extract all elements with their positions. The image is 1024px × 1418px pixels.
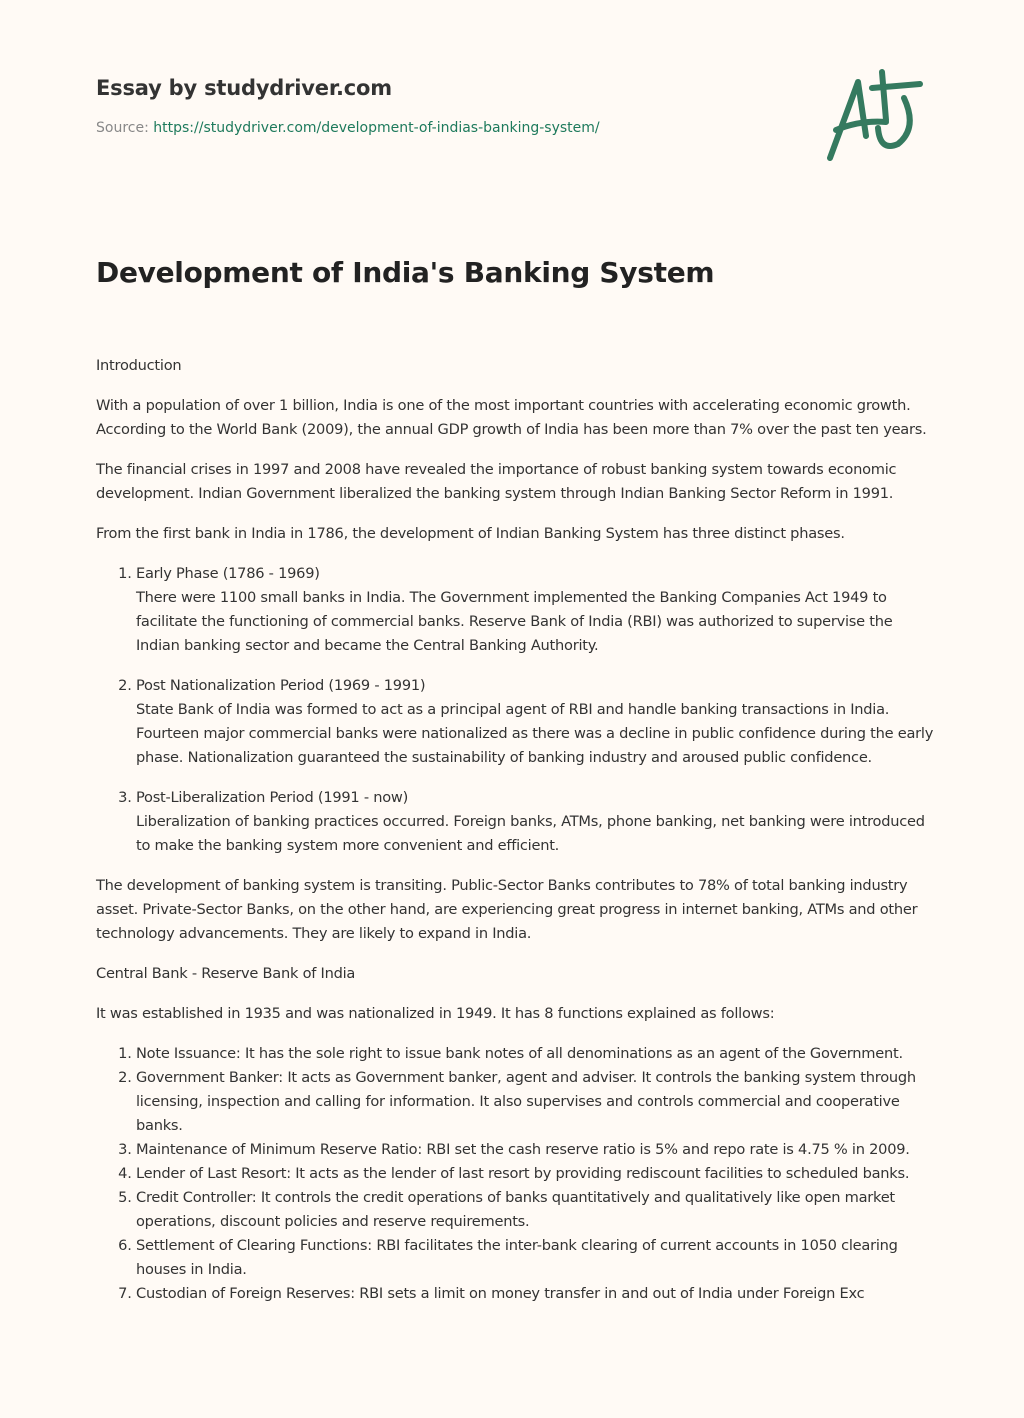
list-item: 7. Custodian of Foreign Reserves: RBI sets a limit on money transfer in and out of India under Foreign Exc (136, 1282, 936, 1306)
phase-text: State Bank of India was formed to act as a principal agent of RBI and handle banking transactions in India. Fourteen major commercial banks were nationalized as there was a decline in public confidence during the early phase. Nationalization guaranteed the sustainability of banking industry and aroused public confidence. (136, 701, 934, 766)
source-link[interactable]: https://studydriver.com/development-of-indias-banking-system/ (153, 120, 600, 136)
paragraph: The financial crises in 1997 and 2008 have revealed the importance of robust banking system towards economic development. Indian Government liberalized the banking system through Indian Banking Sector Reform in 1991. (96, 461, 897, 502)
phase-title: Early Phase (1786 - 1969) (136, 565, 320, 582)
page-title: Development of India's Banking System (96, 256, 715, 289)
list-item: 2. Government Banker: It acts as Government banker, agent and adviser. It controls the banking system through licensing, inspection and calling for information. It also supervises and controls commercial and cooperative banks. (136, 1066, 936, 1138)
intro-heading: Introduction (96, 357, 182, 374)
phase-title: Post Nationalization Period (1969 - 1991) (136, 677, 426, 694)
source-line (96, 120, 600, 136)
source-label: Source: (96, 120, 149, 136)
phases-list (96, 562, 936, 858)
functions-list (96, 1042, 936, 1306)
essay-body (96, 354, 936, 1322)
phase-title: Post-Liberalization Period (1991 - now) (136, 789, 409, 806)
a-plus-logo-icon (820, 68, 930, 168)
paragraph: From the first bank in India in 1786, the development of Indian Banking System has three distinct phases. (96, 525, 845, 542)
list-item (136, 562, 936, 658)
phase-text: Liberalization of banking practices occurred. Foreign banks, ATMs, phone banking, net banking were introduced to make the banking system more convenient and efficient. (136, 813, 925, 854)
phase-text: There were 1100 small banks in India. The Government implemented the Banking Companies Act 1949 to facilitate the functioning of commercial banks. Reserve Bank of India (RBI) was authorized to supervise the Indian banking sector and became the Central Banking Authority. (136, 589, 893, 654)
brand-title: Essay by studydriver.com (96, 76, 392, 100)
list-item: 1. Note Issuance: It has the sole right to issue bank notes of all denominations as an agent of the Government. (136, 1042, 936, 1066)
list-item: 3. Maintenance of Minimum Reserve Ratio: RBI set the cash reserve ratio is 5% and repo rate is 4.75 % in 2009. (136, 1138, 936, 1162)
list-item (136, 674, 936, 770)
section-heading: Central Bank - Reserve Bank of India (96, 965, 356, 982)
list-item: 5. Credit Controller: It controls the credit operations of banks quantitatively and qualitatively like open market operations, discount policies and reserve requirements. (136, 1186, 936, 1234)
list-item: 4. Lender of Last Resort: It acts as the lender of last resort by providing rediscount facilities to scheduled banks. (136, 1162, 936, 1186)
paragraph: The development of banking system is transiting. Public-Sector Banks contributes to 78% of total banking industry asset. Private-Sector Banks, on the other hand, are experiencing great progress in internet banking, ATMs and other technology advancements. They are likely to expand in India. (96, 877, 918, 942)
list-item (136, 786, 936, 858)
paragraph: It was established in 1935 and was nationalized in 1949. It has 8 functions explained as follows: (96, 1005, 775, 1022)
essay-header (96, 76, 600, 136)
paragraph: With a population of over 1 billion, India is one of the most important countries with accelerating economic growth. According to the World Bank (2009), the annual GDP growth of India has been more than 7% over the past ten years. (96, 397, 927, 438)
list-item: 6. Settlement of Clearing Functions: RBI facilitates the inter-bank clearing of current accounts in 1050 clearing houses in India. (136, 1234, 936, 1282)
